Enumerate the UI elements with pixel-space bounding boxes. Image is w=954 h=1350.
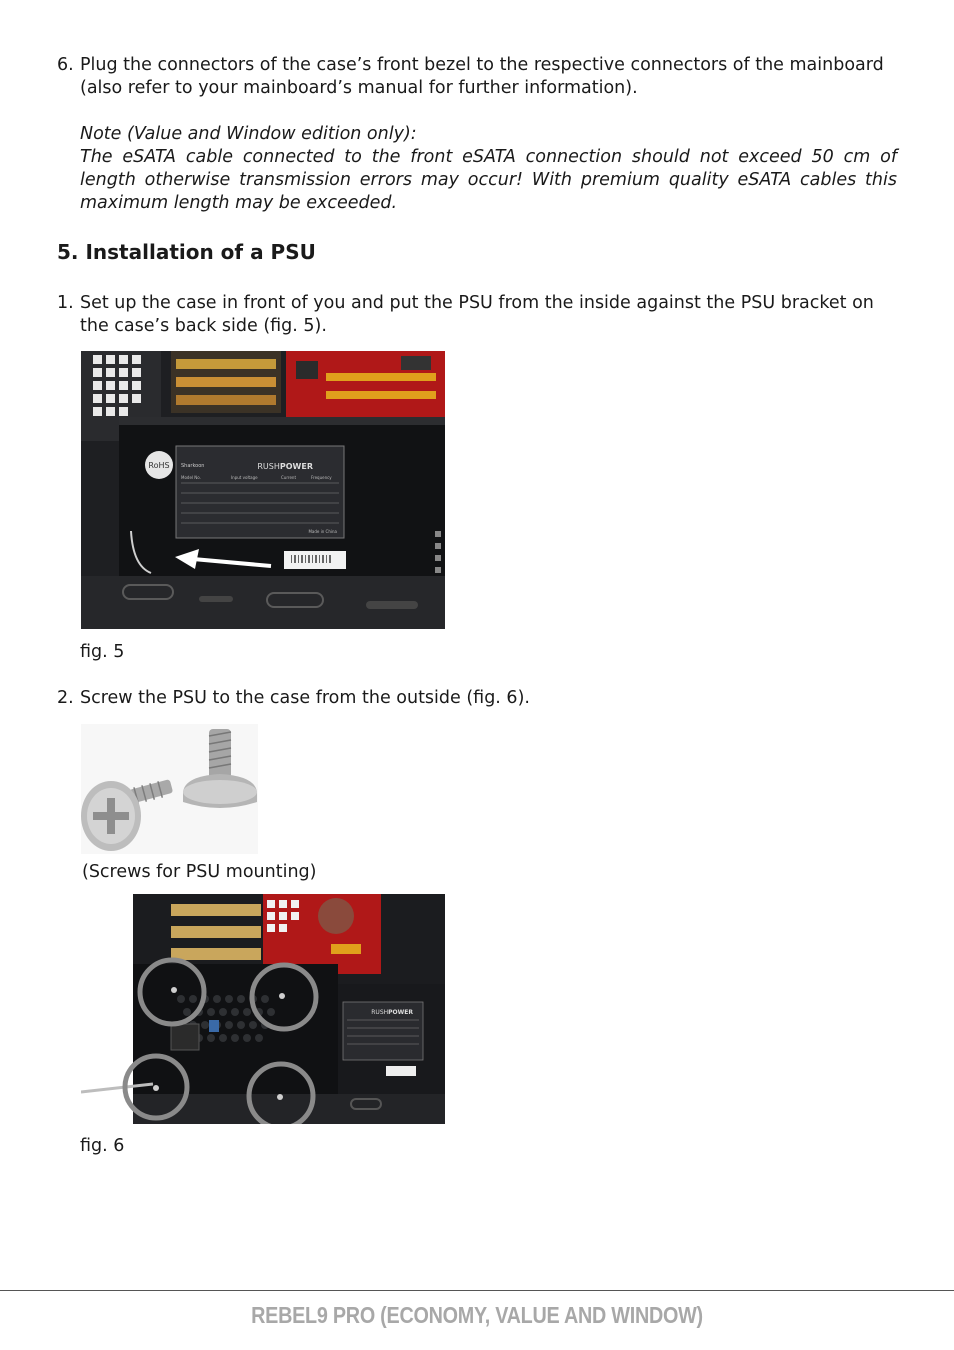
label-frequency: Frequency — [311, 475, 332, 480]
fig6-brand-rush: RUSH — [371, 1009, 389, 1016]
footer-title: REBEL9 PRO (ECONOMY, VALUE AND WINDOW) — [251, 1302, 703, 1328]
note-title: Note (Value and Window edition only): — [80, 124, 417, 144]
step-6-line-1: Plug the connectors of the case’s front bezel to the respective connectors of the mainboard — [80, 55, 884, 75]
label-brand-rush: RUSH — [257, 462, 280, 471]
step-2-number: 2. — [57, 688, 74, 708]
note-line-1: The eSATA cable connected to the front eSATA connection should not exceed 50 cm of — [80, 147, 897, 167]
screws-photo — [81, 724, 258, 854]
note-line-2: length otherwise transmission errors may occur! With premium quality eSATA cables this — [80, 170, 897, 190]
svg-text:RUSHPOWER — [371, 1009, 413, 1016]
label-brand-left: Sharkoon — [181, 463, 205, 469]
svg-text:RUSHPOWER — [257, 462, 313, 471]
step-1-line-1: Set up the case in front of you and put the PSU from the inside against the PSU bracket on — [80, 293, 874, 313]
fig-6-caption: fig. 6 — [80, 1136, 125, 1156]
section-heading: 5. Installation of a PSU — [57, 240, 316, 264]
note-line-3: maximum length may be exceeded. — [80, 193, 398, 213]
fig6-brand-power: POWER — [388, 1009, 413, 1016]
fig-5-photo — [81, 351, 445, 629]
step-1-number: 1. — [57, 293, 74, 313]
step-6-number: 6. — [57, 55, 74, 75]
label-made-in: Made in China — [308, 529, 337, 534]
label-input-voltage: Input voltage — [231, 475, 258, 480]
fig-5-caption: fig. 5 — [80, 642, 125, 662]
step-2-line-1: Screw the PSU to the case from the outside (fig. 6). — [80, 688, 530, 708]
step-6-line-2: (also refer to your mainboard’s manual for further information). — [80, 78, 638, 98]
rohs-badge-text: RoHS — [148, 461, 170, 470]
label-brand-power: POWER — [279, 462, 313, 471]
step-1-line-2: the case’s back side (fig. 5). — [80, 316, 327, 336]
label-current: Current — [281, 475, 297, 480]
footer-divider — [0, 1290, 954, 1291]
label-model: Model No. — [181, 475, 201, 480]
screws-caption: (Screws for PSU mounting) — [82, 862, 317, 882]
fig-6-photo — [81, 894, 445, 1124]
